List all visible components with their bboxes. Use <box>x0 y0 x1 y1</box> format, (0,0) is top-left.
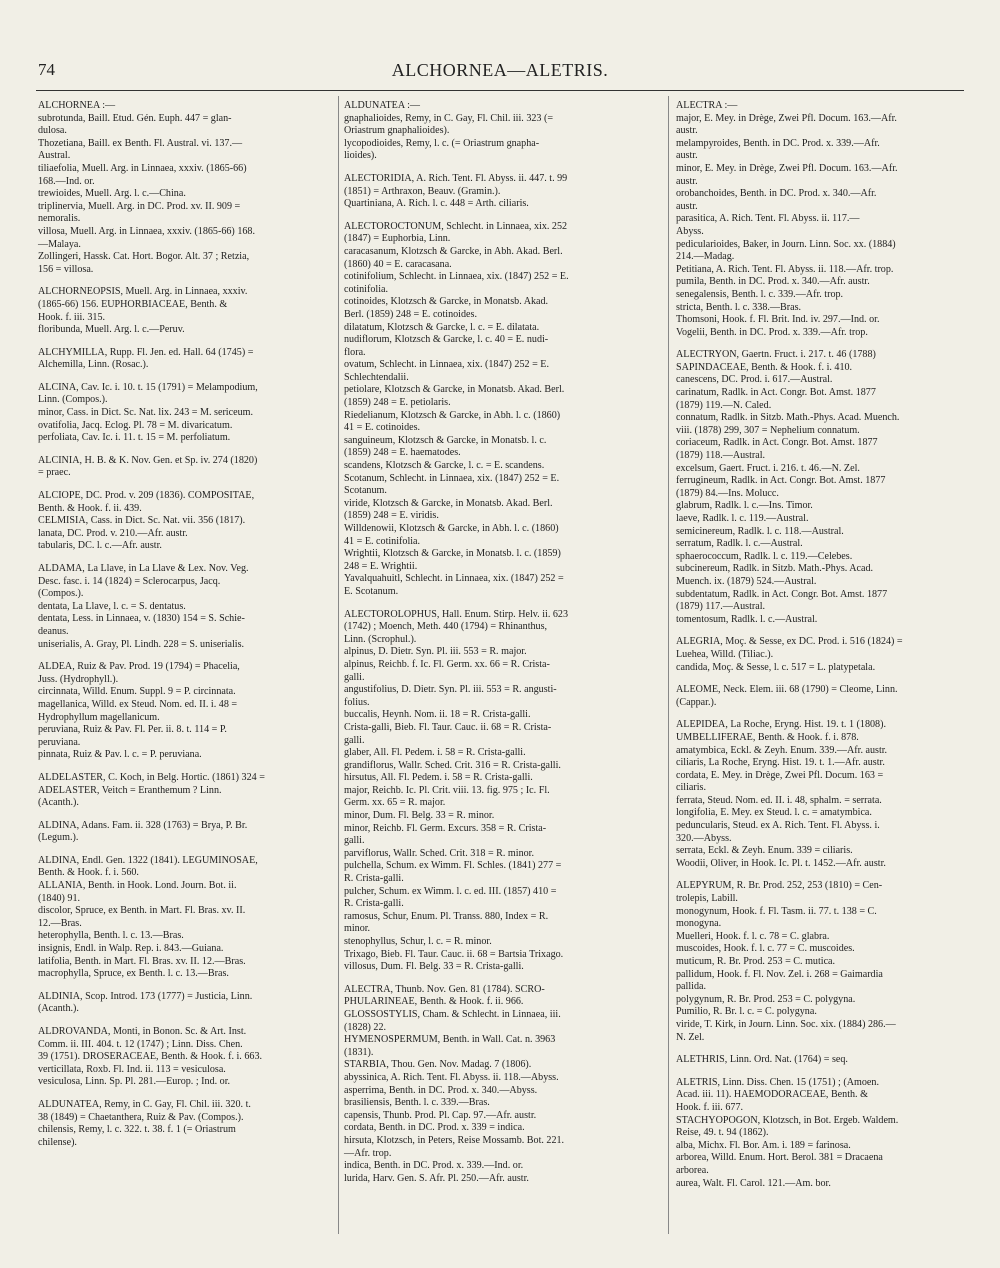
entry-line: asperrima, Benth. in DC. Prod. x. 340.—Abyss. <box>344 1084 538 1096</box>
entry-line: serrata, Eckl. & Zeyh. Enum. 339 = ciliaris. <box>676 845 853 857</box>
entry-line: (Cappar.). <box>676 696 717 708</box>
entry-line: glaber, All. Fl. Pedem. i. 58 = R. Crista-galli. <box>344 747 526 759</box>
entry-line: ovatum, Schlecht. in Linnaea, xix. (1847) 252 = E. <box>344 359 549 371</box>
entry-line: ramosus, Schur, Enum. Pl. Transs. 880, Index = R. <box>344 910 549 922</box>
entry-line: brasiliensis, Benth. l. c. 339.—Bras. <box>344 1097 490 1109</box>
entry-line: CELMISIA, Cass. in Dict. Sc. Nat. vii. 356 (1817). <box>38 515 246 527</box>
entry-line: dulosa. <box>38 125 67 137</box>
entry-line: major, E. Mey. in Drège, Zwei Pfl. Docum. 163.—Afr. <box>676 112 897 124</box>
entry-line: Scotanum, Schlecht. in Linnaea, xix. (1847) 252 = E. <box>344 472 560 484</box>
entry-line: peduncularis, Steud. ex A. Rich. Tent. Fl. Abyss. i. <box>676 820 880 832</box>
entry-line: Thozetiana, Baill. ex Benth. Fl. Austral. vi. 137.— <box>38 137 243 149</box>
dictionary-entry <box>344 221 660 599</box>
dictionary-entry <box>344 609 660 974</box>
dictionary-entry <box>344 100 660 163</box>
entry-line: austr. <box>676 150 698 162</box>
entry-line: dilatatum, Klotzsch & Garcke, l. c. = E. dilatata. <box>344 321 540 333</box>
entry-line: circinnata, Willd. Enum. Suppl. 9 = P. circinnata. <box>38 686 236 698</box>
entry-line: Yavalquahuitl, Schlecht. in Linnaea, xix. (1847) 252 = <box>344 573 564 585</box>
entry-line: gnaphalioides, Remy, in C. Gay, Fl. Chil. iii. 323 (= <box>344 112 554 124</box>
dictionary-entry <box>38 490 336 553</box>
entry-line: (1859) 248 = E. haematodes. <box>344 447 461 459</box>
entry-line: insignis, Endl. in Walp. Rep. i. 843.—Guiana. <box>38 943 224 955</box>
entry-line: arborea, Willd. Enum. Hort. Berol. 381 = Dracaena <box>676 1152 883 1164</box>
entry-heading-line: ALCHORNEA :— <box>38 100 116 111</box>
entry-line: angustifolius, D. Dietr. Syn. Pl. iii. 553 = R. angusti- <box>344 684 557 696</box>
entry-line: ADELASTER, Veitch = Eranthemum ? Linn. <box>38 784 222 796</box>
entry-heading-line: ALDROVANDA, Monti, in Bonon. Sc. & Art. Inst. <box>38 1026 247 1037</box>
entry-heading-line: ALECTRYON, Gaertn. Fruct. i. 217. t. 46 (1788) <box>676 349 876 361</box>
entry-line: pallidum, Hook. f. Fl. Nov. Zel. i. 268 = Gaimardia <box>676 968 883 980</box>
entry-heading-line: ALECTOROCTONUM, Schlecht. in Linnaea, xix. 252 <box>344 220 568 232</box>
entry-line: peruviana. <box>38 736 81 748</box>
column-divider <box>668 96 669 1234</box>
entry-line: (1879) 119.—N. Caled. <box>676 399 772 411</box>
entry-line: austr. <box>676 125 698 137</box>
entry-line: subrotunda, Baill. Etud. Gén. Euph. 447 = glan- <box>38 112 232 124</box>
entry-line: orobanchoides, Benth. in DC. Prod. x. 340.—Afr. <box>676 188 877 200</box>
entry-line: 156 = villosa. <box>38 263 94 275</box>
entry-line: Comm. ii. III. 404. t. 12 (1747) ; Linn. Diss. Chen. <box>38 1038 243 1050</box>
entry-line: UMBELLIFERAE, Benth. & Hook. f. i. 878. <box>676 731 859 743</box>
entry-line: discolor, Spruce, ex Benth. in Mart. Fl. Bras. xv. II. <box>38 905 246 917</box>
entry-line: villosa, Muell. Arg. in Linnaea, xxxiv. (1865-66) 168. <box>38 225 255 237</box>
entry-heading-line: ALEOME, Neck. Elem. iii. 68 (1790) = Cleome, Linn. <box>676 684 898 696</box>
entry-line: peruviana, Ruiz & Pav. Fl. Per. ii. 8. t. 114 = P. <box>38 724 227 736</box>
entry-line: minor. <box>344 923 371 935</box>
entry-line: connatum, Radlk. in Sitzb. Math.-Phys. Acad. Muench. <box>676 412 900 424</box>
entry-line: Muench. ix. (1879) 524.—Austral. <box>676 575 817 587</box>
entry-line: parasitica, A. Rich. Tent. Fl. Abyss. ii. 117.— <box>676 213 860 225</box>
entry-line: (1879) 117.—Austral. <box>676 601 766 613</box>
entry-line: macrophylla, Spruce, ex Benth. l. c. 13.—Bras. <box>38 968 229 980</box>
entry-line: excelsum, Gaert. Fruct. i. 216. t. 46.—N. Zel. <box>676 462 860 474</box>
entry-line: galli. <box>344 671 365 683</box>
entry-line: Austral. <box>38 150 71 162</box>
entry-line: Juss. (Hydrophyll.). <box>38 673 119 685</box>
entry-line: minor, Dum. Fl. Belg. 33 = R. minor. <box>344 810 495 822</box>
entry-line: hirsuta, Klotzsch, in Peters, Reise Mossamb. Bot. 221. <box>344 1134 565 1146</box>
entry-line: muticum, R. Br. Prod. 253 = C. mutica. <box>676 956 836 967</box>
entry-line: (1859) 248 = E. viridis. <box>344 510 439 522</box>
entry-line: Willdenowii, Klotzsch & Garcke, in Abh. l. c. (1860) <box>344 523 559 534</box>
entry-line: major, Reichb. Ic. Pl. Crit. viii. 13. fig. 975 ; Ic. Fl. <box>344 784 550 796</box>
entry-heading-line: ALETRIS, Linn. Diss. Chen. 15 (1751) ; (Amoen. <box>676 1076 879 1088</box>
entry-line: polygynum, R. Br. Prod. 253 = C. polygyna. <box>676 993 856 1005</box>
entry-line: muscoides, Hook. f. l. c. 77 = C. muscoides. <box>676 943 855 955</box>
entry-line: 320.—Abyss. <box>676 832 732 844</box>
entry-heading-line: ALECTORIDIA, A. Rich. Tent. Fl. Abyss. ii. 447. t. 99 <box>344 172 568 184</box>
dictionary-entry <box>38 820 336 845</box>
entry-line: Woodii, Oliver, in Hook. Ic. Pl. t. 1452.—Afr. austr. <box>676 857 886 869</box>
dictionary-entry <box>38 347 336 372</box>
entry-line: laeve, Radlk. l. c. 119.—Austral. <box>676 513 809 524</box>
dictionary-entry <box>676 100 978 339</box>
entry-line: Linn. (Scrophul.). <box>344 633 417 645</box>
entry-heading-line: ALCHYMILLA, Rupp. Fl. Jen. ed. Hall. 64 (1745) = <box>38 346 254 358</box>
entry-line: candida, Moç. & Sesse, l. c. 517 = L. platypetala. <box>676 661 876 673</box>
entry-line: alpinus, Reichb. f. Ic. Fl. Germ. xx. 66 = R. Crista- <box>344 658 550 670</box>
entry-line: Hydrophyllum magellanicum. <box>38 711 160 723</box>
entry-line: 41 = E. cotinifolia. <box>344 535 421 547</box>
entry-heading-line: ALCHORNEOPSIS, Muell. Arg. in Linnaea, xxxiv. <box>38 286 248 298</box>
entry-line: GLOSSOSTYLIS, Cham. & Schlecht. in Linnaea, iii. <box>344 1008 561 1020</box>
entry-line: ALLANIA, Benth. in Hook. Lond. Journ. Bot. ii. <box>38 880 237 892</box>
dictionary-entry <box>676 719 978 870</box>
dictionary-entry <box>676 1077 978 1190</box>
entry-line: buccalis, Heynh. Nom. ii. 18 = R. Crista-galli. <box>344 709 531 721</box>
entry-line: austr. <box>676 200 698 212</box>
entry-line: arborea. <box>676 1164 709 1176</box>
entry-line: villosus, Dum. Fl. Belg. 33 = R. Crista-galli. <box>344 961 524 973</box>
entry-line: Germ. xx. 65 = R. major. <box>344 797 446 809</box>
header-rule <box>36 90 964 91</box>
entry-heading-line: ALDELASTER, C. Koch, in Belg. Hortic. (1861) 324 = <box>38 771 265 783</box>
entry-line: minor, E. Mey. in Drège, Zwei Pfl. Docum. 163.—Afr. <box>676 162 898 174</box>
entry-line: viride, T. Kirk, in Journ. Linn. Soc. xix. (1884) 286.— <box>676 1018 896 1030</box>
entry-line: Wrightii, Klotzsch & Garcke, in Monatsb. l. c. (1859) <box>344 548 561 560</box>
entry-line: dentata, Less. in Linnaea, v. (1830) 154 = S. Schie- <box>38 613 245 625</box>
entry-line: minor, Cass. in Dict. Sc. Nat. lix. 243 = M. sericeum. <box>38 407 253 419</box>
entry-heading-line: ALCINA, Cav. Ic. i. 10. t. 15 (1791) = Melampodium, <box>38 381 258 393</box>
entry-line: Petitiana, A. Rich. Tent. Fl. Abyss. ii. 118.—Afr. trop. <box>676 263 894 275</box>
left-column <box>38 98 336 1159</box>
entry-line: grandiflorus, Wallr. Sched. Crit. 316 = R. Crista-galli. <box>344 759 561 771</box>
entry-line: (1851) = Arthraxon, Beauv. (Gramin.). <box>344 185 501 197</box>
dictionary-entry <box>676 636 978 674</box>
entry-line: Quartiniana, A. Rich. l. c. 448 = Arth. ciliaris. <box>344 198 529 210</box>
entry-line: (1847) = Euphorbia, Linn. <box>344 233 451 245</box>
entry-line: (1831). <box>344 1046 374 1058</box>
dictionary-entry <box>676 880 978 1044</box>
entry-line: petiolare, Klotzsch & Garcke, in Monatsb. Akad. Berl. <box>344 384 565 396</box>
dictionary-entry <box>38 382 336 445</box>
entry-line: PHULARINEAE, Benth. & Hook. f. ii. 966. <box>344 996 524 1008</box>
entry-line: canescens, DC. Prod. i. 617.—Austral. <box>676 374 833 386</box>
entry-line: alba, Michx. Fl. Bor. Am. i. 189 = farinosa. <box>676 1139 851 1151</box>
dictionary-entry <box>38 1026 336 1089</box>
entry-heading-line: ALDEA, Ruiz & Pav. Prod. 19 (1794) = Phacelia, <box>38 661 240 673</box>
entry-line: austr. <box>676 175 698 187</box>
entry-heading-line: ALEGRIA, Moç. & Sesse, ex DC. Prod. i. 516 (1824) = <box>676 636 903 648</box>
entry-line: R. Crista-galli. <box>344 898 404 910</box>
entry-line: STACHYOPOGON, Klotzsch, in Bot. Ergeb. Waldem. <box>676 1114 899 1126</box>
entry-line: pulchella, Schum. ex Wimm. Fl. Schles. (1841) 277 = <box>344 860 562 872</box>
dictionary-entry <box>38 772 336 810</box>
entry-line: Desc. fasc. i. 14 (1824) = Sclerocarpus, Jacq. <box>38 575 221 587</box>
entry-line: parviflorus, Wallr. Sched. Crit. 318 = R. minor. <box>344 847 535 859</box>
entry-line: Trixago, Bieb. Fl. Taur. Cauc. ii. 68 = Bartsia Trixago. <box>344 948 564 960</box>
entry-line: ovatifolia, Jacq. Eclog. Pl. 78 = M. divaricatum. <box>38 419 233 431</box>
entry-line: melampyroides, Benth. in DC. Prod. x. 339.—Afr. <box>676 137 880 149</box>
entry-line: glabrum, Radlk. l. c.—Ins. Timor. <box>676 500 813 512</box>
entry-heading-line: ALEPIDEA, La Roche, Eryng. Hist. 19. t. 1 (1808). <box>676 719 886 731</box>
entry-line: chilensis, Remy, l. c. 322. t. 38. f. 1 (= Oriastrum <box>38 1124 236 1136</box>
entry-line: cotinifolia. <box>344 283 389 295</box>
entry-line: trewioides, Muell. Arg. l. c.—China. <box>38 188 186 200</box>
entry-line: dentata, La Llave, l. c. = S. dentatus. <box>38 600 186 612</box>
entry-line: Benth. & Hook. f. i. 560. <box>38 867 139 879</box>
entry-line: HYMENOSPERMUM, Benth. in Wall. Cat. n. 3963 <box>344 1034 556 1046</box>
entry-heading-line: ALETHRIS, Linn. Ord. Nat. (1764) = seq. <box>676 1054 848 1066</box>
entry-heading-line: ALDINIA, Scop. Introd. 173 (1777) = Justicia, Linn. <box>38 990 253 1002</box>
entry-line: cordata, Benth. in DC. Prod. x. 339 = indica. <box>344 1122 525 1134</box>
entry-line: (1865-66) 156. EUPHORBIACEAE, Benth. & <box>38 298 228 310</box>
entry-line: ciliaris. <box>676 782 706 794</box>
entry-line: (1879) 118.—Austral. <box>676 450 766 462</box>
entry-line: stricta, Benth. l. c. 338.—Bras. <box>676 301 802 313</box>
entry-line: Abyss. <box>676 225 704 237</box>
entry-line: coriaceum, Radlk. in Act. Congr. Bot. Amst. 1877 <box>676 437 878 449</box>
entry-heading-line: ALDAMA, La Llave, in La Llave & Lex. Nov. Veg. <box>38 563 249 574</box>
entry-line: ferrugineum, Radlk. in Act. Congr. Bot. Amst. 1877 <box>676 475 886 487</box>
entry-line: tiliaefolia, Muell. Arg. in Linnaea, xxxiv. (1865-66) <box>38 162 247 174</box>
entry-line: 248 = E. Wrightii. <box>344 560 418 572</box>
entry-heading-line: ALDINA, Endl. Gen. 1322 (1841). LEGUMINOSAE, <box>38 854 258 866</box>
right-column <box>676 98 978 1200</box>
entry-line: galli. <box>344 734 365 746</box>
entry-line: caracasanum, Klotzsch & Garcke, in Abh. Akad. Berl. <box>344 245 563 257</box>
entry-line: verticillata, Roxb. Fl. Ind. ii. 113 = vesiculosa. <box>38 1063 226 1075</box>
entry-line: Vogelii, Benth. in DC. Prod. x. 339.—Afr. trop. <box>676 326 868 338</box>
entry-heading-line: ALECTOROLOPHUS, Hall. Enum. Stirp. Helv. ii. 623 <box>344 608 569 620</box>
entry-line: 38 (1849) = Chaetanthera, Ruiz & Pav. (Compos.). <box>38 1111 244 1123</box>
entry-line: viii. (1878) 299, 307 = Nephelium connatum. <box>676 424 860 436</box>
entry-line: (Compos.). <box>38 588 84 600</box>
entry-line: magellanica, Willd. ex Steud. Nom. ed. II. i. 48 = <box>38 698 238 710</box>
entry-line: viride, Klotzsch & Garcke, in Monatsb. Akad. Berl. <box>344 497 553 509</box>
entry-line: carinatum, Radlk. in Act. Congr. Bot. Amst. 1877 <box>676 387 876 399</box>
entry-line: Alchemilla, Linn. (Rosac.). <box>38 359 149 371</box>
entry-line: pinnata, Ruiz & Pav. l. c. = P. peruviana. <box>38 749 202 761</box>
dictionary-entry <box>38 1099 336 1149</box>
entry-line: 41 = E. cotinoides. <box>344 422 421 434</box>
entry-line: 39 (1751). DROSERACEAE, Benth. & Hook. f. i. 663. <box>38 1051 263 1063</box>
entry-line: vesiculosa, Linn. Sp. Pl. 281.—Europ. ; Ind. or. <box>38 1076 231 1088</box>
entry-line: triplinervia, Muell. Arg. in DC. Prod. xv. II. 909 = <box>38 200 241 212</box>
entry-line: Oriastrum gnaphalioides). <box>344 125 450 137</box>
entry-line: (1828) 22. <box>344 1021 387 1033</box>
entry-line: amatymbica, Eckl. & Zeyh. Enum. 339.—Afr. austr. <box>676 744 888 756</box>
entry-line: (1859) 248 = E. petiolaris. <box>344 397 451 409</box>
entry-line: cotinoides, Klotzsch & Garcke, in Monatsb. Akad. <box>344 296 549 308</box>
entry-line: (Acanth.). <box>38 1003 79 1015</box>
entry-line: tomentosum, Radlk. l. c.—Austral. <box>676 613 818 625</box>
dictionary-entry <box>38 855 336 981</box>
entry-line: floribunda, Muell. Arg. l. c.—Peruv. <box>38 324 185 336</box>
entry-line: stenophyllus, Schur, l. c. = R. minor. <box>344 936 492 947</box>
entry-line: Benth. & Hook. f. ii. 439. <box>38 502 142 514</box>
entry-line: indica, Benth. in DC. Prod. x. 339.—Ind. or. <box>344 1160 524 1172</box>
entry-line: capensis, Thunb. Prod. Pl. Cap. 97.—Afr. austr. <box>344 1109 537 1121</box>
entry-line: hirsutus, All. Fl. Pedem. i. 58 = R. Crista-galli. <box>344 772 533 784</box>
entry-line: deanus. <box>38 625 69 637</box>
entry-heading-line: ALDINA, Adans. Fam. ii. 328 (1763) = Brya, P. Br. <box>38 819 248 831</box>
entry-line: Scotanum. <box>344 485 387 497</box>
entry-line: uniserialis, A. Gray, Pl. Lindh. 228 = S. uniserialis. <box>38 638 245 650</box>
entry-line: pumila, Benth. in DC. Prod. x. 340.—Afr. austr. <box>676 276 870 288</box>
entry-line: flora. <box>344 346 366 358</box>
entry-line: 214.—Madag. <box>676 251 735 263</box>
entry-line: E. Scotanum. <box>344 585 399 597</box>
entry-heading-line: ALCINIA, H. B. & K. Nov. Gen. et Sp. iv. 274 (1820) <box>38 454 258 466</box>
dictionary-entry <box>38 455 336 480</box>
entry-line: (1742) ; Moench, Meth. 440 (1794) = Rhinanthus, <box>344 621 548 633</box>
page-number: 74 <box>38 60 55 79</box>
entry-line: folius. <box>344 696 370 708</box>
entry-line: monogyna. <box>676 918 722 930</box>
dictionary-entry <box>344 173 660 211</box>
entry-line: sanguineum, Klotzsch & Garcke, in Monatsb. l. c. <box>344 434 547 446</box>
entry-line: Hook. f. iii. 315. <box>38 311 106 323</box>
entry-line: cordata, E. Mey. in Drège, Zwei Pfl. Docum. 163 = <box>676 769 884 781</box>
entry-line: —Afr. trop. <box>344 1147 392 1159</box>
entry-line: pedicularioides, Baker, in Journ. Linn. Soc. xx. (1884) <box>676 238 896 250</box>
entry-line: senegalensis, Benth. l. c. 339.—Afr. trop. <box>676 288 844 300</box>
entry-line: minor, Reichb. Fl. Germ. Excurs. 358 = R. Crista- <box>344 822 547 834</box>
dictionary-entry <box>38 286 336 336</box>
dictionary-entry <box>38 661 336 762</box>
entry-line: subcinereum, Radlk. in Sitzb. Math.-Phys. Acad. <box>676 563 874 575</box>
entry-line: Pumilio, R. Br. l. c. = C. polygyna. <box>676 1006 817 1018</box>
entry-line: perfoliata, Cav. Ic. i. 11. t. 15 = M. perfoliatum. <box>38 432 231 444</box>
entry-line: nemoralis. <box>38 213 81 225</box>
entry-heading-line: ALDUNATEA :— <box>344 100 420 111</box>
entry-line: (Legum.). <box>38 832 79 844</box>
entry-line: Thomsoni, Hook. f. Fl. Brit. Ind. iv. 297.—Ind. or. <box>676 314 880 326</box>
entry-line: Schlechtendalii. <box>344 371 409 383</box>
entry-line: monogynum, Hook. f. Fl. Tasm. ii. 77. t. 138 = C. <box>676 905 877 917</box>
dictionary-entry <box>676 684 978 709</box>
dictionary-entry <box>38 563 336 651</box>
entry-heading-line: ALCIOPE, DC. Prod. v. 209 (1836). COMPOSITAE, <box>38 490 255 502</box>
entry-line: pallida. <box>676 981 706 993</box>
entry-line: Muelleri, Hook. f. l. c. 78 = C. glabra. <box>676 930 830 942</box>
entry-line: sphaerococcum, Radlk. l. c. 119.—Celebes. <box>676 550 853 562</box>
entry-line: —Malaya. <box>38 238 81 250</box>
entry-line: subdentatum, Radlk. in Act. Congr. Bot. Amst. 1877 <box>676 588 888 600</box>
entry-heading-line: ALECTRA, Thunb. Nov. Gen. 81 (1784). SCRO- <box>344 983 545 995</box>
entry-line: 12.—Bras. <box>38 917 82 929</box>
entry-line: chilense). <box>38 1136 77 1148</box>
entry-line: longifolia, E. Mey. ex Steud. l. c. = amatymbica. <box>676 807 872 819</box>
entry-line: galli. <box>344 835 365 847</box>
entry-line: nudiflorum, Klotzsch & Garcke, l. c. 40 = E. nudi- <box>344 334 549 346</box>
entry-line: (1840) 91. <box>38 892 81 904</box>
entry-line: cotinifolium, Schlecht. in Linnaea, xix. (1847) 252 = E. <box>344 271 569 283</box>
entry-line: Luehea, Willd. (Tiliac.). <box>676 648 774 660</box>
entry-line: aurea, Walt. Fl. Carol. 121.—Am. bor. <box>676 1177 831 1189</box>
entry-line: tabularis, DC. l. c.—Afr. austr. <box>38 540 162 552</box>
entry-line: STARBIA, Thou. Gen. Nov. Madag. 7 (1806). <box>344 1059 532 1071</box>
entry-line: Zollingeri, Hassk. Cat. Hort. Bogor. Alt. 37 ; Retzia, <box>38 251 250 263</box>
entry-line: (1879) 84.—Ins. Molucc. <box>676 487 779 499</box>
entry-line: serratum, Radlk. l. c.—Austral. <box>676 538 803 550</box>
entry-line: pulcher, Schum. ex Wimm. l. c. ed. III. (1857) 410 = <box>344 885 557 897</box>
entry-line: R. Crista-galli. <box>344 873 404 885</box>
entry-heading-line: ALEPYRUM, R. Br. Prod. 252, 253 (1810) = Cen- <box>676 880 883 892</box>
entry-line: abyssinica, A. Rich. Tent. Fl. Abyss. ii. 118.—Abyss. <box>344 1071 559 1083</box>
entry-heading-line: ALECTRA :— <box>676 100 738 111</box>
dictionary-entry <box>38 991 336 1016</box>
entry-line: SAPINDACEAE, Benth. & Hook. f. i. 410. <box>676 361 853 373</box>
entry-line: latifolia, Benth. in Mart. Fl. Bras. xv. II. 12.—Bras. <box>38 955 246 967</box>
entry-line: Riedelianum, Klotzsch & Garcke, in Abh. l. c. (1860) <box>344 409 561 421</box>
entry-line: alpinus, D. Dietr. Syn. Pl. iii. 553 = R. major. <box>344 646 527 658</box>
entry-line: = praec. <box>38 467 71 479</box>
entry-line: trolepis, Labill. <box>676 893 738 905</box>
entry-line: 168.—Ind. or. <box>38 175 95 187</box>
entry-line: Berl. (1859) 248 = E. cotinoides. <box>344 308 477 320</box>
dictionary-entry <box>676 349 978 626</box>
dictionary-entry <box>38 100 336 276</box>
dictionary-entry <box>676 1054 978 1067</box>
entry-line: semicinereum, Radlk. l. c. 118.—Austral. <box>676 525 844 537</box>
entry-line: heterophylla, Benth. l. c. 13.—Bras. <box>38 930 184 942</box>
entry-line: Reise, 49. t. 94 (1862). <box>676 1127 769 1139</box>
column-divider <box>338 96 339 1234</box>
entry-line: (Acanth.). <box>38 797 79 809</box>
entry-line: ferrata, Steud. Nom. ed. II. i. 48, sphalm. = serrata. <box>676 794 882 806</box>
entry-line: scandens, Klotzsch & Garcke, l. c. = E. scandens. <box>344 460 545 472</box>
entry-line: Acad. iii. 11). HAEMODORACEAE, Benth. & <box>676 1089 868 1101</box>
entry-line: Crista-galli, Bieb. Fl. Taur. Cauc. ii. 68 = R. Crista- <box>344 721 552 733</box>
entry-line: lycopodioides, Remy, l. c. (= Oriastrum gnapha- <box>344 137 540 149</box>
dictionary-entry <box>344 984 660 1186</box>
entry-line: lurida, Harv. Gen. S. Afr. Pl. 250.—Afr. austr. <box>344 1172 529 1184</box>
entry-line: N. Zel. <box>676 1031 705 1043</box>
entry-line: Linn. (Compos.). <box>38 394 108 406</box>
running-title: ALCHORNEA—ALETRIS. <box>391 60 609 80</box>
entry-line: lanata, DC. Prod. v. 210.—Afr. austr. <box>38 527 188 539</box>
entry-line: lioides). <box>344 150 377 162</box>
entry-line: Hook. f. iii. 677. <box>676 1101 744 1113</box>
entry-line: (1860) 40 = E. caracasana. <box>344 258 452 270</box>
middle-column <box>344 98 660 1195</box>
entry-line: ciliaris, La Roche, Eryng. Hist. 19. t. 1.—Afr. austr. <box>676 757 885 769</box>
entry-heading-line: ALDUNATEA, Remy, in C. Gay, Fl. Chil. iii. 320. t. <box>38 1098 251 1110</box>
